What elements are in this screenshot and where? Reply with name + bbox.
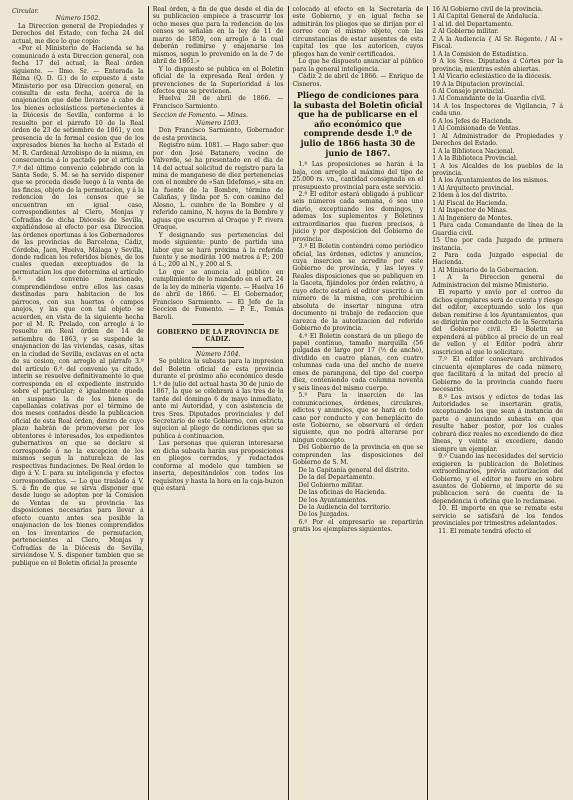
paragraph: 1 al id. del Departamento.	[432, 20, 513, 28]
paragraph: 9.º Cuando las necesidades del servicio exigieren la publicacion de Boletines extraordinarios, prévia autorizacion del Gobierno, y el editor no fuere en sobre asuntos de Gobierno, el importe de su publicacion será de cuenta de la dependencia ú oficina que lo reclamase.	[432, 453, 563, 505]
paragraph: «Por el Ministerio de Hacienda se ha comunicado á esta Direccion general, con fecha 17 del actual, la Real órden siguiente. — Ilmo. Sr. — Enterada la Reina (Q. D. G.) de lo expuesto á este Ministerio por esa Direccion general, en consulta de esta fecha, acerca de la enajenacion que debe llevarse á cabo de los bienes eclesiásticos pertenecientes á la Diócesis de Sevilla, conforme á lo resuelto por el párrafo 10 de la Real órden de 23 de setiembre de 1861, y con presencia de la formal cesion que de los expresados bienes ha hecho al Estado el M. R. Cardenal Arzobispo de la misma, en consecuencia á lo pactado por el artículo 7.º del último convenio celebrado con la Santa Sede, S. M. se ha servido disponer que se proceda desde luego á la venta de las fincas, objeto de la permutacion, y á la redencion de los censos que se encuentran en igual caso, correspondientes al Clero, Monjas y Cofradías de dicha Diócesis de Sevilla, expidiéndose al efecto por esa Direccion las órdenes oportunas á los Gobernadores de las provincias de Barcelona, Cádiz, Córdoba, Jaen, Huelva, Málaga y Sevilla, donde radican los referidos bienes, de los cuales quedan exceptuados de la permutacion los que determina el artículo 6.º del convenio mencionado, comprendiéndose entre ellos las casas destinadas para habitacion de los párrocos, con sus huertos ó campos anejos, y las que con tal objeto se acuerden, en vista de la siguiente hecha por el M. R. Prelado, con arreglo á lo resuelto en Real órden de 14 de setiembre de 1863, y se suspende la enajenacion de las viviendas, casas, sitas en la ciudad de Sevilla, esclavas en el acta de su cesion, con arreglo al párrafo 3.º del artículo 6.º del convenio ya citado, interin se resuelve definitivamente lo que corresponda en el expediente instruido sobre el particular; é igualmente queda en suspenso la de los bienes de capellanías colativas por el término de dos meses contados desde la publicacion oficial de esta Real órden, dentro de cuyo plazo habrán de promoverse por los obtentores é interesados, los expedientes gubernativos en que se declare si corresponde ó no la excepcion de los mismos segun la naturaleza de las respectivas fundaciones. De Real órden lo digo á V. I. para su inteligencia y efectos correspondientes. — Lo que traslado á V. S. á fin de que se sirva disponer que desde luego se adopten por la Comision de Ventas de su provincia las disposiciones necesarias para llevar á efecto cuanto antes sea posible la enajenacion de los bienes comprendidos en los inventarios de permutacion, pertenecientes al Clero, Monjas y Cofradías de la Diócesis de Sevilla, sirviéndose V. S. disponer tambien que se publique en el Boletin oficial la presente	[12, 45, 144, 567]
paragraph: De la del Departamento.	[298, 474, 375, 482]
paragraph: Registro núm. 1081. — Hago saber: que por don José Batanero, vecino de Valverde, se ha presentado en el dia de 14 del actual solicitud de registro para la mina de manganeso de diez pertenencias con el nombre de «San Ildefonso,» sita en la fuente de la Bombre, término de Calañas, y linda por S. con camino del Alosno, L. cumbre de la Bombre y el referido camino, N. hoyos de la Bombre y aguas que escurren al Oraque y P. rivera Oraque.	[152, 142, 284, 232]
government-header: GOBIERNO DE LA PROVINCIA DE CÁDIZ.	[156, 329, 280, 344]
paragraph: Del Gobierno militar.	[298, 481, 364, 489]
paragraph: 16 Al Gobierno civil de la provincia.	[432, 6, 543, 13]
paragraph: Lo que he dispuesto anunciar al público para la general inteligencia.	[292, 58, 424, 73]
text-column-4	[427, 6, 567, 800]
paragraph: De la Capitanía general del distrito.	[298, 466, 410, 474]
paragraph: 1 Al Fiscal de Hacienda.	[432, 199, 508, 207]
paragraph: 1 Al Administrador de Propiedades y Derechos del Estado.	[432, 132, 563, 148]
paragraph: 7.º El editor conservará archivados cincuenta ejemplares de cada número, que facilitará á la mitad del precio al Gobierno de la provincia cuando fuere necesario.	[432, 356, 563, 394]
paragraph: colocado al efecto en la Secretaría de este Gobierno, y en igual fecha se admitirán los pliegos que se dirijan por el correo con el mismo objeto, con las circunstancias de estar ausentes de esta capital los que los autoricen, cuyos pliegos han de venir certificados.	[292, 6, 424, 58]
paragraph: 6.º Por el empresario se repartirán gratis los ejemplares siguientes.	[292, 518, 424, 534]
text-column-3	[288, 6, 428, 800]
paragraph: 1 Para cada Comandante de línea de la Guardia civil.	[432, 222, 563, 237]
paragraph: 1 Al Comandante de la Guardia civil.	[432, 95, 546, 103]
paragraph: 1 Al Ingeniero de Montes.	[432, 214, 513, 222]
paragraph: 1 Al Vicario eclesiástico de la diócesis.	[432, 73, 552, 81]
paragraph: 5.º Para la insercion de las comunicaciones, órdenes, circulares, edictos y anuncios, que se hará en todo caso por conducto y con beneplácito de este Gobierno, se observará el órden siguiente, que no podrá alterarse por ningun concepto.	[292, 392, 424, 444]
divider-rule	[192, 347, 244, 348]
paragraph: Las personas que quieran interesarse en dicha subasta harán sus proposiciones en pliegos cerrados, y redactados conforme al modelo que tambien se inserta, depositándolos con todos los requisitos y hasta la hora en la caja-buzon que estará	[152, 440, 284, 493]
paragraph: De las oficinas de Hacienda.	[298, 489, 387, 497]
conditions-title: Pliego de condiciones para la subasta del Boletin oficial que ha de publicarse en el año económico que comprende desde 1.º de julio de 1866 hasta 30 de junio de 1867.	[293, 89, 423, 158]
paragraph: De la Audiencia del territorio.	[298, 503, 391, 511]
paragraph: 1 A los Ayuntamientos de los mismos.	[432, 177, 549, 185]
paragraph: 3.º El Boletin contendrá como periódico oficial, las órdenes, edictos y anuncios, cuya insercion se acredite por este Gobierno de provincia, y las leyes y Reales disposiciones que se publiquen en la Gaceta, fijándolos por órden relativo, á cuyo efecto estará el editor suscrito á un número de la misma, con prohibicion absoluta de insertar ninguna otra documento ni trabajo de redaccion que carezca de la autorizacion del referido Gobierno de provincia.	[292, 243, 424, 333]
paragraph: Del Gobierno de la provincia en que se comprenden las disposiciones del Gobierno de S. M.	[292, 444, 424, 467]
paragraph: 1 A los Alcaldes de los pueblos de la provincia.	[432, 162, 563, 177]
item-number: Número 1502.	[55, 15, 101, 23]
paragraph: 8.º Los avisos y edictos de todas las Autoridades se insertarán gratis, exceptuando los que sean á instancia de parte ó anunciando subasta en que resulte haber postor, por los cuales cobrará diez reales no excediendo de diez líneas, y veinte si excediere, dando siempre un ejemplar.	[432, 393, 563, 453]
paragraph: De los Juzgados.	[298, 511, 350, 519]
paragraph: 2 Idem á los del distrito.	[432, 192, 508, 200]
section-heading: Circular.	[12, 8, 39, 15]
paragraph: 6 A los Jefes de Hacienda.	[432, 117, 513, 125]
paragraph: 10. El importe en que se remate este servicio se satisfará de los fondos provinciales por trimestres adelantados.	[432, 505, 563, 528]
section-heading: Seccion de Fomento. — Minas.	[152, 112, 248, 120]
paragraph: 1.º Las proposiciones se harán á la baja, con arreglo al máximo del tipo de 25.000 rs. vn., cantidad consignada en el presupuesto provincial para este servicio.	[292, 161, 424, 191]
paragraph: 15 Uno por cada Juzgado de primera instancia.	[432, 237, 563, 252]
paragraph: 2 A la Audiencia { Al Sr. Regente. / Al » Fiscal.	[432, 35, 563, 51]
paragraph: Y lo dispuesto se publica en el Boletin oficial de la expresada Real órden y prevenciones de la Superioridad á los efectos que se previenen.	[152, 65, 284, 95]
text-column-2	[148, 6, 288, 800]
paragraph: Cádiz 2 de abril de 1866. — Enrique de Cisneros.	[292, 73, 424, 88]
paragraph: Don Francisco Sarmiento, Gobernador de esta provincia.	[152, 127, 284, 142]
paragraph: 1 Al Arquitecto provincial.	[432, 184, 514, 192]
paragraph: De los Ayuntamientos.	[298, 496, 368, 504]
paragraph: 19 A la Diputacion provincial.	[432, 80, 525, 88]
paragraph: 1 Al Comisionado de Ventas.	[432, 125, 521, 133]
paragraph: 9 A los Sres. Diputados á Córtes por la provincia, mientras estén abiertas.	[432, 58, 563, 73]
paragraph: 2.º El editor estará obligado á publicar seis números cada semana, ó sea uno diario, exceptuando los domingos, y ademas los suplementos y Boletines extraordinarios que fueren precisos, á juicio y por disposicion del Gobierno de provincia.	[292, 190, 424, 243]
paragraph: Real órden, á fin de que desde el dia de su publicacion empiece á trascurrir los ocho meses que para la redencion de los censos se señalan en la ley de 11 de marzo de 1859, con arreglo á la cual deberán redimirse y enajenarse los mismos, segun lo prevenido en la de 7 de abril de 1861.»	[152, 6, 284, 66]
divider-rule	[192, 324, 244, 325]
paragraph: 2 Para cada Juzgado especial de Hacienda.	[432, 251, 563, 267]
paragraph: El reparto y envío por el correo de dichos ejemplares será de cuenta y riesgo del editor, exceptuando solo los que deban remitirse á los Ayuntamientos, que se dirigirán por conducto de la Secretaría del Gobierno civil. El Boletin se expenderá al público al precio de un real de vellon y el Editor podrá abrir suscricion al que lo solicitare.	[432, 289, 563, 356]
paragraph: Lo que se anuncia al público en cumplimiento de lo mandado en el art. 24 de la ley de minería vigente. — Huelva 16 de abril de 1866. — El Gobernador, Francisco Sarmiento. — El Jefe de la Seccion de Fomento. — P. E., Tomás Baroli.	[152, 268, 284, 321]
paragraph: 11. El remate tendrá efecto el	[438, 527, 531, 535]
item-number: Número 1504.	[195, 350, 241, 358]
paragraph: 1 A la Comision de Estadística.	[432, 50, 529, 58]
paragraph: 6 Al Consejo provincial.	[432, 87, 506, 95]
text-column-1	[8, 6, 148, 800]
paragraph: 1 A la Direccion general de Administracion del mismo Ministerio.	[432, 274, 563, 289]
paragraph: 1 Al Capital General de Andalucía.	[432, 13, 540, 21]
paragraph: 1 Al Ministerio de la Gobernacion.	[432, 266, 539, 274]
item-number: Número 1503.	[195, 119, 241, 127]
paragraph: 2 Al Gobierno militar.	[432, 28, 499, 36]
paragraph: Y designando sus pertenencias del modo siguiente: punto de partida una labor que se hará próxima á la referida fuente y se medirán 100 metros á P.; 200 á L.; 200 al N., y 200 al S.	[152, 231, 284, 269]
paragraph: 1 A la Biblioteca Provincial.	[432, 155, 518, 163]
paragraph: 1 A la Biblioteca Nacional.	[432, 147, 515, 155]
paragraph: 14 A los Inspectores de Vigilancia, 7 á cada uno.	[432, 102, 563, 118]
paragraph: Huelva 28 de abril de 1866. — Francisco Sarmiento.	[152, 95, 284, 110]
paragraph: La Direccion general de Propiedades y Derechos del Estado, con fecha 24 del actual, me dice lo que copio:	[12, 22, 144, 45]
paragraph: Se publica la subasta para la impresion del Boletin oficial de esta provincia durante el próximo año económico desde 1.º de julio del actual hasta 30 de junio de 1867, la que se celebrará á las tres de la tarde del domingo 6 de mayo inmediato, ante mi Autoridad, y con asistencia de tres Sres. Diputados provinciales y del Secretario de este Gobierno, con estricta sujecion al pliego de condiciones que se publica á continuacion.	[152, 358, 284, 440]
paragraph: 1 Al Inspector de Minas.	[432, 207, 508, 215]
paragraph: 4.º El Boletin constará de un pliego de papel continuo, tamaño marquilla (56 pulgadas de largo por 17 (½ de ancho), dividido en cuatro planas, con cuatro columnas cada una del ancho de nueve emes de parangona, del tipo del cuerpo diez, conteniendo cada columna noventa y seis líneas del mismo cuerpo.	[292, 332, 424, 392]
